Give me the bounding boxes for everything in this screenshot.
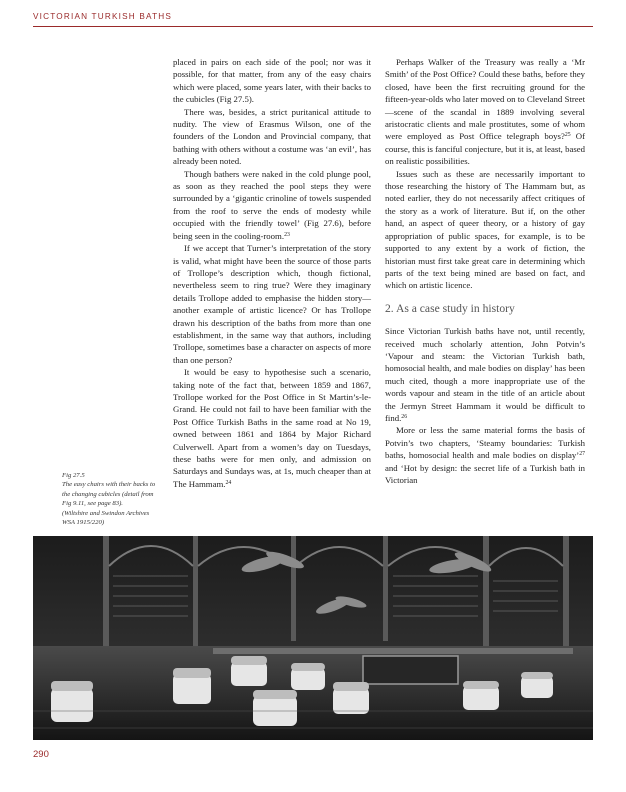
paragraph-text: Of course, this is fanciful conjecture, but it is, at least, based on realistic possibilities. xyxy=(385,131,585,167)
footnote-marker: 26 xyxy=(401,413,408,420)
footnote-marker: 23 xyxy=(284,231,290,238)
body-paragraph xyxy=(173,168,371,242)
left-text-column xyxy=(173,56,371,490)
paragraph-text: Perhaps Walker of the Treasury was really a ‘Mr Smith’ of the Post Office? Could these baths, before they closed, have been the first recruiting ground for the fifteen-year-olds who later moved on to Cleveland Street—scene of the scandal in 1889 involving several aristocratic clients and male prostitutes, some of whom were employed as Post Office telegraph boys? xyxy=(385,57,585,142)
body-paragraph xyxy=(385,56,585,168)
running-head: VICTORIAN TURKISH BATHS xyxy=(33,12,173,21)
paragraph-text: If we accept that Turner’s interpretation of the story is valid, what might have been the source of those parts of Trollope’s description which, though fictional, nevertheless seem to ring true? Were they imaginary details Trollope added to emphasise the hidden story—another example of artistic licence? Or has Trollope drawn his description of the baths from more than one establishment, in the same way that authors, including Trollope, sometimes base a character on aspects of more than one person? xyxy=(173,243,371,365)
body-paragraph xyxy=(173,56,371,106)
paragraph-text: There was, besides, a strict puritanical attitude to nudity. The view of Erasmus Wilson, one of the founders of the London and Provincial company, that bathing with others without a costume was ‘an evil’, has already been noted. xyxy=(173,106,371,167)
paragraph-text: More or less the same material forms the basis of Potvin’s two chapters, ‘Steamy boundaries: Turkish baths, homosocial health and male bodies on display’ xyxy=(385,425,585,461)
body-paragraph xyxy=(385,168,585,292)
paragraph-text: Though bathers were naked in the cold plunge pool, as soon as they reached the pool steps they were surrounded by a ‘gigantic crinoline of towels suspended from the roof to serve the ends of modesty while occupied with the friendly towel’ (Fig 27.6), before being seen in the cooling-room. xyxy=(173,168,371,241)
figure-caption xyxy=(62,471,162,527)
caption-credit: (Wiltshire and Swindon Archives WSA 1915/220) xyxy=(62,509,150,527)
caption-description: The easy chairs with their backs to the changing cubicles (detail from Fig 9.11, see page 83). xyxy=(62,481,156,508)
footnote-marker: 27 xyxy=(579,451,585,458)
body-paragraph xyxy=(173,242,371,366)
body-paragraph xyxy=(173,366,371,490)
footnote-marker: 25 xyxy=(564,132,571,139)
cooling-room-photograph xyxy=(33,536,593,740)
photograph-illustration xyxy=(33,536,593,740)
body-paragraph xyxy=(173,106,371,168)
caption-figure-number: Fig 27.5 xyxy=(62,472,85,479)
right-text-column xyxy=(385,56,585,486)
footnote-marker: 24 xyxy=(225,479,232,486)
section-heading: 2. As a case study in history xyxy=(385,301,515,315)
paragraph-text: and ‘Hot by design: the secret life of a Turkish bath in Victorian xyxy=(385,462,585,485)
paragraph-text: Since Victorian Turkish baths have not, until recently, received much scholarly attention, John Potvin’s ‘Vapour and steam: the Victorian Turkish bath, homosocial health, and male bodies on display’ has been much cited, though a more inappropriate use of the words vapour and steam in the title of an article about the Jermyn Street Hammam it would be difficult to find. xyxy=(385,326,585,423)
paragraph-text: Issues such as these are necessarily important to those researching the history of The Hammam but, as noted earlier, they do not necessarily affect critiques of the story as a work of literature. But if, on the other hand, an aspect of queer theory, or a history of gay appropriation of public spaces, for example, is to be supported to any extent by a work of fiction, the historian must first take great care in determining which parts of the text being mined are based on fact, and which on artistic licence. xyxy=(385,168,585,291)
paragraph-text: It would be easy to hypothesise such a scenario, taking note of the fact that, between 1859 and 1867, Trollope worked for the Post Office in St Martin’s-le-Grand. He could not fail to have been familiar with the Post Office Turkish Baths in the same road at No 19, owned between 1861 and 1864 by Major Richard Culverwell. Apart from a women’s day on Tuesdays, these baths were for men only, and admission on Saturdays and Sundays was, at 1s, much cheaper than at The Hammam. xyxy=(173,367,371,489)
body-paragraph xyxy=(385,424,585,486)
header-rule xyxy=(33,26,593,27)
body-paragraph xyxy=(385,325,585,424)
page-number: 290 xyxy=(33,749,49,760)
paragraph-text: placed in pairs on each side of the pool; nor was it possible, for that matter, from any of the easy chairs which were placed, some years later, with their backs to the cubicles (Fig 27.5). xyxy=(173,57,371,105)
